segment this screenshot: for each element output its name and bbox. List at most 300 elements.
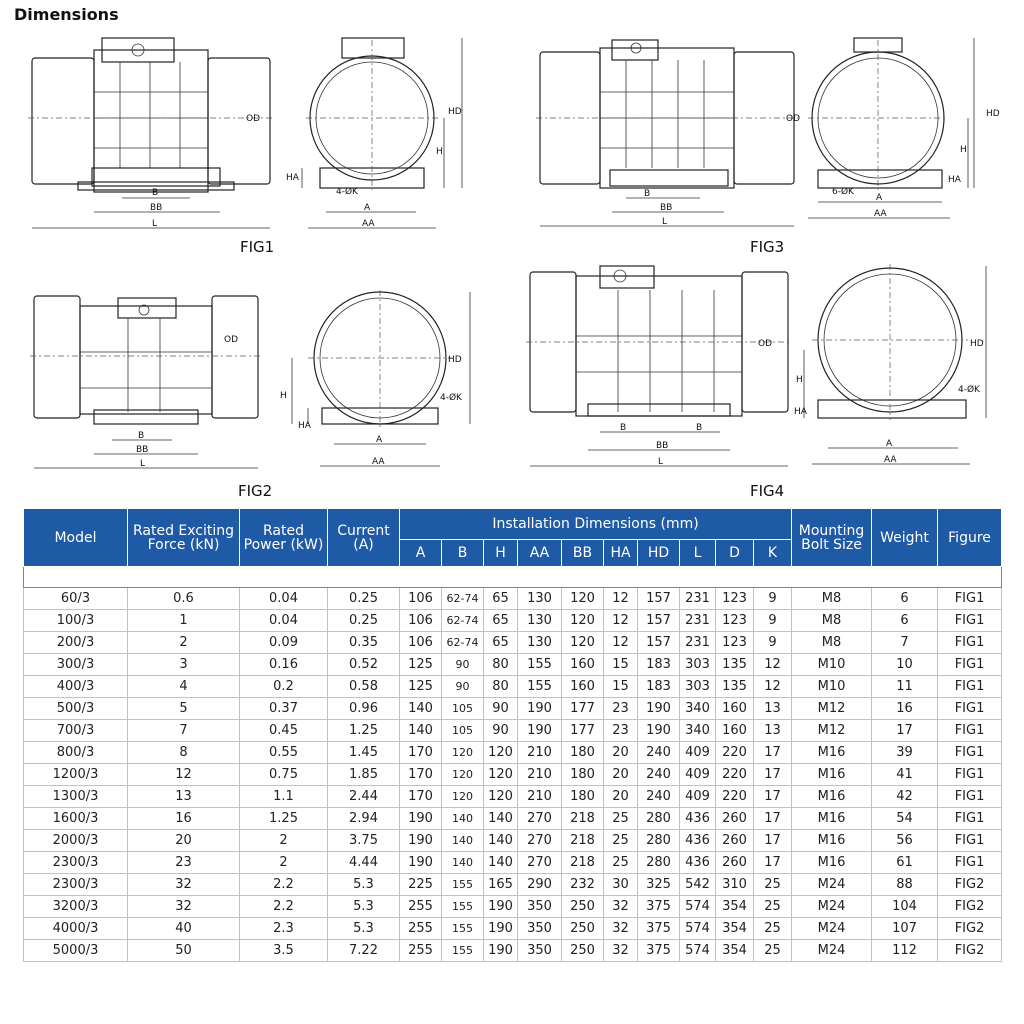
table-cell: 80 — [484, 654, 518, 676]
table-cell: 23 — [128, 852, 240, 874]
table-cell: 0.04 — [240, 610, 328, 632]
table-cell: 120 — [442, 786, 484, 808]
table-row — [24, 808, 1002, 830]
table-cell: 7 — [128, 720, 240, 742]
fig4-hd-label: HD — [970, 339, 984, 349]
technical-drawings — [0, 0, 1024, 505]
table-cell: 6 — [872, 610, 938, 632]
table-cell: 160 — [716, 698, 754, 720]
table-cell: 3.5 — [240, 940, 328, 962]
fig4-b2-label: B — [696, 423, 703, 433]
fig1-od-label: OD — [246, 114, 261, 124]
table-cell: 436 — [680, 852, 716, 874]
table-cell: 88 — [872, 874, 938, 896]
table-cell: 15 — [604, 654, 638, 676]
table-cell: 17 — [754, 808, 792, 830]
table-cell: 130 — [518, 588, 562, 610]
table-cell: 0.09 — [240, 632, 328, 654]
table-cell: 4000/3 — [24, 918, 128, 940]
fig1-bb-label: BB — [150, 203, 163, 213]
table-cell: FIG1 — [938, 852, 1002, 874]
table-cell: FIG1 — [938, 632, 1002, 654]
table-cell: 140 — [484, 852, 518, 874]
table-cell: M10 — [792, 676, 872, 698]
table-cell: 1.25 — [328, 720, 400, 742]
table-cell: FIG2 — [938, 896, 1002, 918]
table-cell: M16 — [792, 742, 872, 764]
table-cell: M8 — [792, 610, 872, 632]
table-cell: 1300/3 — [24, 786, 128, 808]
table-cell: 12 — [604, 632, 638, 654]
table-cell: 13 — [754, 720, 792, 742]
table-cell: 303 — [680, 676, 716, 698]
table-cell: M24 — [792, 874, 872, 896]
header-dim-bb: BB — [562, 540, 604, 567]
table-cell: 65 — [484, 588, 518, 610]
table-cell: 25 — [754, 896, 792, 918]
table-cell: 65 — [484, 610, 518, 632]
table-cell: 160 — [562, 676, 604, 698]
table-cell: 56 — [872, 830, 938, 852]
table-cell: 13 — [128, 786, 240, 808]
table-cell: 350 — [518, 896, 562, 918]
table-cell: 65 — [484, 632, 518, 654]
table-cell: 542 — [680, 874, 716, 896]
table-cell: 62-74 — [442, 588, 484, 610]
fig2-l-label: L — [140, 459, 146, 469]
table-cell: 160 — [562, 654, 604, 676]
table-cell: 5.3 — [328, 874, 400, 896]
table-row — [24, 610, 1002, 632]
table-cell: 120 — [442, 742, 484, 764]
table-cell: FIG1 — [938, 720, 1002, 742]
header-dim-hd: HD — [638, 540, 680, 567]
table-cell: 25 — [754, 874, 792, 896]
table-cell: 231 — [680, 632, 716, 654]
table-cell: 140 — [484, 808, 518, 830]
table-cell: 41 — [872, 764, 938, 786]
fig4-l-label: L — [658, 457, 664, 467]
table-cell: 104 — [872, 896, 938, 918]
table-cell: 574 — [680, 940, 716, 962]
table-cell: 11 — [872, 676, 938, 698]
table-cell: 190 — [638, 698, 680, 720]
table-cell: 106 — [400, 632, 442, 654]
table-cell: 240 — [638, 786, 680, 808]
table-cell: 17 — [754, 764, 792, 786]
table-cell: 220 — [716, 764, 754, 786]
table-cell: 2.3 — [240, 918, 328, 940]
table-cell: 130 — [518, 632, 562, 654]
table-cell: 260 — [716, 808, 754, 830]
table-cell: 9 — [754, 610, 792, 632]
table-row — [24, 654, 1002, 676]
table-cell: 190 — [484, 896, 518, 918]
header-force: Rated Exciting Force (kN) — [128, 509, 240, 567]
table-cell: 155 — [442, 896, 484, 918]
table-cell: 7.22 — [328, 940, 400, 962]
table-cell: 574 — [680, 918, 716, 940]
table-cell: 10 — [872, 654, 938, 676]
table-cell: 25 — [754, 940, 792, 962]
table-cell: 25 — [754, 918, 792, 940]
table-cell: FIG1 — [938, 742, 1002, 764]
table-row — [24, 918, 1002, 940]
fig1-h-label: H — [436, 147, 443, 157]
table-row — [24, 830, 1002, 852]
table-cell: 120 — [484, 764, 518, 786]
table-cell: 112 — [872, 940, 938, 962]
table-cell: FIG1 — [938, 588, 1002, 610]
table-cell: 0.55 — [240, 742, 328, 764]
header-dim-d: D — [716, 540, 754, 567]
table-cell: 25 — [604, 852, 638, 874]
table-cell: 574 — [680, 896, 716, 918]
table-cell: M8 — [792, 588, 872, 610]
table-cell: FIG1 — [938, 786, 1002, 808]
fig2-label: FIG2 — [238, 482, 273, 500]
table-cell: 190 — [484, 918, 518, 940]
table-cell: FIG1 — [938, 610, 1002, 632]
table-cell: 1600/3 — [24, 808, 128, 830]
table-cell: M16 — [792, 852, 872, 874]
table-cell: 280 — [638, 830, 680, 852]
table-cell: 225 — [400, 874, 442, 896]
table-cell: 270 — [518, 808, 562, 830]
table-cell: 7 — [872, 632, 938, 654]
page-title: Dimensions — [14, 5, 119, 24]
table-cell: 260 — [716, 852, 754, 874]
header-figure: Figure — [938, 509, 1002, 567]
table-cell: 5.3 — [328, 918, 400, 940]
table-cell: 2.2 — [240, 874, 328, 896]
table-cell: 255 — [400, 896, 442, 918]
table-cell: 125 — [400, 654, 442, 676]
table-cell: 20 — [128, 830, 240, 852]
table-cell: 250 — [562, 918, 604, 940]
fig2-a-label: A — [376, 435, 383, 445]
table-cell: 20 — [604, 742, 638, 764]
table-cell: 210 — [518, 764, 562, 786]
table-cell: 375 — [638, 896, 680, 918]
table-cell: 2 — [128, 632, 240, 654]
header-dim-a: A — [400, 540, 442, 567]
table-cell: 1.85 — [328, 764, 400, 786]
header-install: Installation Dimensions (mm) — [400, 509, 792, 540]
table-cell: 62-74 — [442, 610, 484, 632]
table-cell: 130 — [518, 610, 562, 632]
table-cell: 123 — [716, 632, 754, 654]
table-cell: 5 — [128, 698, 240, 720]
table-row — [24, 632, 1002, 654]
table-cell: 2.44 — [328, 786, 400, 808]
table-row — [24, 852, 1002, 874]
table-row — [24, 742, 1002, 764]
header-dim-h: H — [484, 540, 518, 567]
table-cell: 231 — [680, 588, 716, 610]
table-cell: 140 — [442, 852, 484, 874]
fig1-aa-label: AA — [362, 219, 375, 229]
table-cell: 190 — [484, 940, 518, 962]
table-cell: M8 — [792, 632, 872, 654]
table-cell: 303 — [680, 654, 716, 676]
table-cell: 4.44 — [328, 852, 400, 874]
table-cell: 16 — [128, 808, 240, 830]
table-cell: 120 — [484, 742, 518, 764]
table-cell: 350 — [518, 940, 562, 962]
table-cell: 105 — [442, 720, 484, 742]
fig3-label: FIG3 — [750, 238, 785, 256]
table-cell: 13 — [754, 698, 792, 720]
table-cell: 310 — [716, 874, 754, 896]
table-row — [24, 786, 1002, 808]
fig1-side-view — [28, 38, 274, 229]
table-cell: 2300/3 — [24, 852, 128, 874]
table-cell: 107 — [872, 918, 938, 940]
table-cell: 0.52 — [328, 654, 400, 676]
table-cell: 340 — [680, 698, 716, 720]
fig2-k-label: 4-ØK — [440, 393, 462, 403]
table-cell: FIG1 — [938, 808, 1002, 830]
table-row — [24, 720, 1002, 742]
header-power: Rated Power (kW) — [240, 509, 328, 567]
table-cell: 354 — [716, 940, 754, 962]
table-cell: 90 — [442, 654, 484, 676]
table-cell: 160 — [716, 720, 754, 742]
table-cell: 12 — [604, 588, 638, 610]
table-cell: 4 — [128, 676, 240, 698]
fig3-aa-label: AA — [874, 209, 887, 219]
table-cell: FIG1 — [938, 764, 1002, 786]
table-cell: 61 — [872, 852, 938, 874]
table-cell: 0.2 — [240, 676, 328, 698]
fig3-a-label: A — [876, 193, 883, 203]
table-cell: 500/3 — [24, 698, 128, 720]
table-cell: 183 — [638, 654, 680, 676]
table-cell: 17 — [872, 720, 938, 742]
table-cell: 90 — [484, 720, 518, 742]
fig4-label: FIG4 — [750, 482, 785, 500]
fig2-bb-label: BB — [136, 445, 149, 455]
fig2-h-label: H — [280, 391, 287, 401]
table-cell: 1.45 — [328, 742, 400, 764]
table-cell: 200/3 — [24, 632, 128, 654]
table-cell: FIG1 — [938, 698, 1002, 720]
table-cell: M16 — [792, 786, 872, 808]
table-cell: 155 — [442, 874, 484, 896]
table-cell: M24 — [792, 940, 872, 962]
table-cell: 409 — [680, 742, 716, 764]
table-cell: 232 — [562, 874, 604, 896]
table-cell: 155 — [518, 654, 562, 676]
table-cell: 12 — [604, 610, 638, 632]
section-label: 3-Phase 2-Pole — [24, 567, 1002, 588]
table-cell: 90 — [442, 676, 484, 698]
table-row — [24, 896, 1002, 918]
table-cell: 23 — [604, 698, 638, 720]
table-cell: 250 — [562, 940, 604, 962]
table-cell: 409 — [680, 786, 716, 808]
fig2-od-label: OD — [224, 335, 239, 345]
table-cell: 140 — [484, 830, 518, 852]
table-cell: 190 — [400, 808, 442, 830]
table-cell: M16 — [792, 764, 872, 786]
fig4-aa-label: AA — [884, 455, 897, 465]
table-cell: 120 — [562, 588, 604, 610]
table-row — [24, 764, 1002, 786]
table-cell: 1.25 — [240, 808, 328, 830]
fig3-ha-label: HA — [948, 175, 961, 185]
table-cell: 220 — [716, 786, 754, 808]
table-cell: 123 — [716, 588, 754, 610]
table-cell: 300/3 — [24, 654, 128, 676]
fig2-b-label: B — [138, 431, 145, 441]
table-cell: 240 — [638, 742, 680, 764]
header-dim-aa: AA — [518, 540, 562, 567]
table-cell: 218 — [562, 830, 604, 852]
table-cell: 5000/3 — [24, 940, 128, 962]
table-cell: 140 — [442, 808, 484, 830]
fig4-ha-label: HA — [794, 407, 807, 417]
table-cell: 60/3 — [24, 588, 128, 610]
table-cell: 140 — [400, 720, 442, 742]
header-dim-ha: HA — [604, 540, 638, 567]
table-cell: 32 — [604, 940, 638, 962]
table-cell: 180 — [562, 786, 604, 808]
table-cell: 280 — [638, 808, 680, 830]
fig4-od-label: OD — [758, 339, 773, 349]
table-cell: 290 — [518, 874, 562, 896]
table-cell: 9 — [754, 588, 792, 610]
table-cell: 100/3 — [24, 610, 128, 632]
table-cell: 400/3 — [24, 676, 128, 698]
table-cell: 280 — [638, 852, 680, 874]
table-cell: 39 — [872, 742, 938, 764]
table-cell: 17 — [754, 830, 792, 852]
table-cell: 270 — [518, 830, 562, 852]
table-cell: 120 — [442, 764, 484, 786]
table-cell: 17 — [754, 852, 792, 874]
table-cell: 231 — [680, 610, 716, 632]
table-row — [24, 698, 1002, 720]
fig4-b1-label: B — [620, 423, 627, 433]
table-cell: 106 — [400, 610, 442, 632]
table-cell: 155 — [442, 940, 484, 962]
table-cell: M24 — [792, 896, 872, 918]
table-cell: 0.58 — [328, 676, 400, 698]
table-cell: 2 — [240, 852, 328, 874]
table-cell: 9 — [754, 632, 792, 654]
table-cell: 190 — [518, 720, 562, 742]
table-row — [24, 588, 1002, 610]
table-cell: M12 — [792, 698, 872, 720]
fig1-b-label: B — [152, 188, 159, 198]
fig2-side-view — [30, 296, 262, 469]
table-cell: 17 — [754, 742, 792, 764]
table-cell: 170 — [400, 764, 442, 786]
table-cell: 0.45 — [240, 720, 328, 742]
table-cell: 16 — [872, 698, 938, 720]
table-cell: 260 — [716, 830, 754, 852]
table-cell: 436 — [680, 808, 716, 830]
table-row — [24, 940, 1002, 962]
table-cell: 240 — [638, 764, 680, 786]
table-cell: 0.25 — [328, 588, 400, 610]
table-cell: 135 — [716, 654, 754, 676]
header-dim-l: L — [680, 540, 716, 567]
table-cell: 42 — [872, 786, 938, 808]
table-body — [24, 567, 1002, 962]
table-cell: 157 — [638, 610, 680, 632]
fig3-od-label: OD — [786, 114, 801, 124]
table-cell: 190 — [400, 830, 442, 852]
table-cell: 30 — [604, 874, 638, 896]
table-cell: 180 — [562, 742, 604, 764]
table-cell: 190 — [638, 720, 680, 742]
table-cell: 375 — [638, 918, 680, 940]
table-cell: 0.96 — [328, 698, 400, 720]
fig3-h-label: H — [960, 145, 967, 155]
fig1-ha-label: HA — [286, 173, 299, 183]
table-cell: 15 — [604, 676, 638, 698]
table-cell: M24 — [792, 918, 872, 940]
table-cell: 255 — [400, 940, 442, 962]
specification-table — [23, 508, 1002, 962]
table-cell: 5.3 — [328, 896, 400, 918]
table-cell: 354 — [716, 896, 754, 918]
table-cell: 0.25 — [328, 610, 400, 632]
table-cell: FIG1 — [938, 654, 1002, 676]
fig4-bb-label: BB — [656, 441, 669, 451]
table-cell: 0.6 — [128, 588, 240, 610]
fig3-side-view — [536, 40, 800, 227]
fig1-hd-label: HD — [448, 107, 462, 117]
table-cell: 0.04 — [240, 588, 328, 610]
table-cell: 190 — [518, 698, 562, 720]
table-cell: 157 — [638, 588, 680, 610]
table-cell: FIG1 — [938, 830, 1002, 852]
table-cell: 140 — [442, 830, 484, 852]
header-dim-k: K — [754, 540, 792, 567]
table-cell: 17 — [754, 786, 792, 808]
table-cell: 12 — [754, 676, 792, 698]
table-cell: 0.35 — [328, 632, 400, 654]
fig3-bb-label: BB — [660, 203, 673, 213]
table-cell: 270 — [518, 852, 562, 874]
table-row — [24, 874, 1002, 896]
table-cell: 135 — [716, 676, 754, 698]
fig3-b-label: B — [644, 189, 651, 199]
table-cell: FIG1 — [938, 676, 1002, 698]
table-cell: M10 — [792, 654, 872, 676]
table-cell: 20 — [604, 764, 638, 786]
table-cell: 436 — [680, 830, 716, 852]
table-cell: M16 — [792, 808, 872, 830]
table-cell: 220 — [716, 742, 754, 764]
table-cell: 62-74 — [442, 632, 484, 654]
table-cell: 123 — [716, 610, 754, 632]
table-cell: 54 — [872, 808, 938, 830]
table-cell: FIG2 — [938, 918, 1002, 940]
table-cell: 183 — [638, 676, 680, 698]
table-cell: 218 — [562, 852, 604, 874]
table-cell: 1200/3 — [24, 764, 128, 786]
table-cell: M16 — [792, 830, 872, 852]
table-cell: 25 — [604, 808, 638, 830]
table-cell: 106 — [400, 588, 442, 610]
table-row — [24, 676, 1002, 698]
fig1-label: FIG1 — [240, 238, 275, 256]
